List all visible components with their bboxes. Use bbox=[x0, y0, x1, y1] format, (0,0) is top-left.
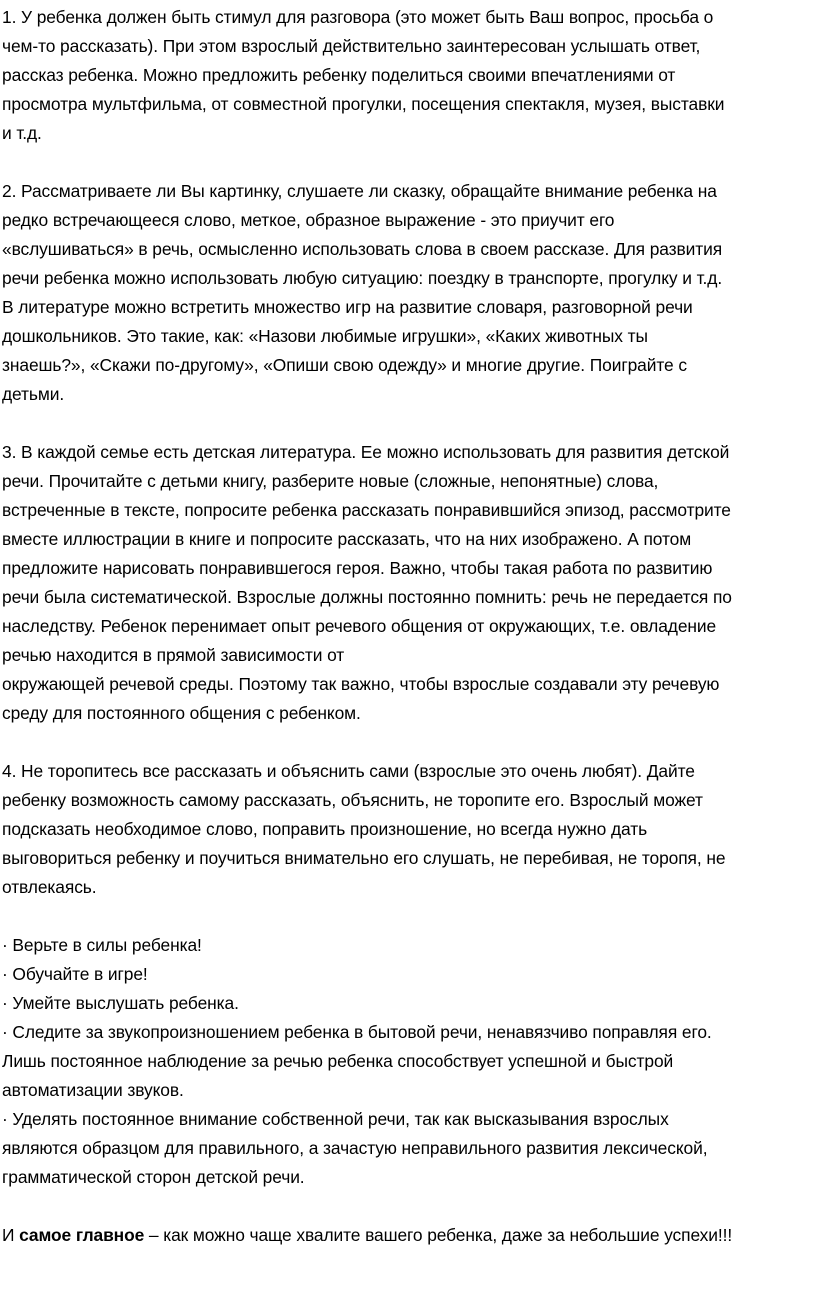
text-line: выговориться ребенку и поучиться внимательно его слушать, не перебивая, не торопя, не bbox=[2, 848, 726, 868]
text-line: 3. В каждой семье есть детская литература. Ее можно использовать для развития детской bbox=[2, 442, 730, 462]
text-line: просмотра мультфильма, от совместной прогулки, посещения спектакля, музея, выставки bbox=[2, 94, 725, 114]
text-line: и т.д. bbox=[2, 123, 42, 143]
closing-prefix: И bbox=[2, 1225, 20, 1245]
text-line: 4. Не торопитесь все рассказать и объяснить сами (взрослые это очень любят). Дайте bbox=[2, 761, 695, 781]
text-line: рассказ ребенка. Можно предложить ребенку поделиться своими впечатлениями от bbox=[2, 65, 676, 85]
paragraph-1 bbox=[2, 3, 816, 148]
text-line: детьми. bbox=[2, 384, 65, 404]
text-line: речи ребенка можно использовать любую ситуацию: поездку в транспорте, прогулку и т.д. bbox=[2, 268, 723, 288]
list-item-continuation: являются образцом для правильного, а зачастую неправильного развития лексической, bbox=[2, 1138, 708, 1158]
text-line: речи. Прочитайте с детьми книгу, разберите новые (сложные, непонятные) слова, bbox=[2, 471, 659, 491]
list-item: · Умейте выслушать ребенка. bbox=[2, 993, 239, 1013]
text-line: знаешь?», «Скажи по-другому», «Опиши свою одежду» и многие другие. Поиграйте с bbox=[2, 355, 687, 375]
text-line: отвлекаясь. bbox=[2, 877, 97, 897]
text-line: речи была систематической. Взрослые должны постоянно помнить: речь не передается по bbox=[2, 587, 732, 607]
text-line: окружающей речевой среды. Поэтому так важно, чтобы взрослые создавали эту речевую bbox=[2, 674, 720, 694]
closing-emphasis: самое главное bbox=[19, 1225, 145, 1245]
text-line: среду для постоянного общения с ребенком. bbox=[2, 703, 361, 723]
closing-suffix: – как можно чаще хвалите вашего ребенка, даже за небольшие успехи!!! bbox=[144, 1225, 733, 1245]
text-line: ребенку возможность самому рассказать, объяснить, не торопите его. Взрослый может bbox=[2, 790, 703, 810]
text-line: В литературе можно встретить множество игр на развитие словаря, разговорной речи bbox=[2, 297, 693, 317]
text-line: редко встречающееся слово, меткое, образное выражение - это приучит его bbox=[2, 210, 615, 230]
text-line: вместе иллюстрации в книге и попросите рассказать, что на них изображено. А потом bbox=[2, 529, 692, 549]
list-item: · Уделять постоянное внимание собственной речи, так как высказывания взрослых bbox=[2, 1109, 669, 1129]
paragraph-3 bbox=[2, 438, 816, 728]
list-item: · Обучайте в игре! bbox=[2, 964, 148, 984]
list-item: · Верьте в силы ребенка! bbox=[2, 935, 202, 955]
text-line: речью находится в прямой зависимости от bbox=[2, 645, 345, 665]
text-line: встреченные в тексте, попросите ребенка рассказать понравившийся эпизод, рассмотрите bbox=[2, 500, 731, 520]
list-item-continuation: Лишь постоянное наблюдение за речью ребенка способствует успешной и быстрой bbox=[2, 1051, 674, 1071]
list-item-continuation: грамматической сторон детской речи. bbox=[2, 1167, 305, 1187]
text-line: предложите нарисовать понравившегося героя. Важно, чтобы такая работа по развитию bbox=[2, 558, 713, 578]
text-line: наследству. Ребенок перенимает опыт речевого общения от окружающих, т.е. овладение bbox=[2, 616, 717, 636]
list-item: · Следите за звукопроизношением ребенка в бытовой речи, ненавязчиво поправляя его. bbox=[2, 1022, 712, 1042]
paragraph-4 bbox=[2, 757, 816, 902]
list-item-continuation: автоматизации звуков. bbox=[2, 1080, 184, 1100]
closing-line bbox=[2, 1221, 816, 1250]
text-line: 2. Рассматриваете ли Вы картинку, слушаете ли сказку, обращайте внимание ребенка на bbox=[2, 181, 717, 201]
tips-list bbox=[2, 931, 816, 1192]
paragraph-2 bbox=[2, 177, 816, 409]
text-line: 1. У ребенка должен быть стимул для разговора (это может быть Ваш вопрос, просьба о bbox=[2, 7, 714, 27]
text-line: чем-то рассказать). При этом взрослый действительно заинтересован услышать ответ, bbox=[2, 36, 701, 56]
text-line: подсказать необходимое слово, поправить произношение, но всегда нужно дать bbox=[2, 819, 648, 839]
text-line: «вслушиваться» в речь, осмысленно использовать слова в своем рассказе. Для развития bbox=[2, 239, 723, 259]
text-line: дошкольников. Это такие, как: «Назови любимые игрушки», «Каких животных ты bbox=[2, 326, 648, 346]
